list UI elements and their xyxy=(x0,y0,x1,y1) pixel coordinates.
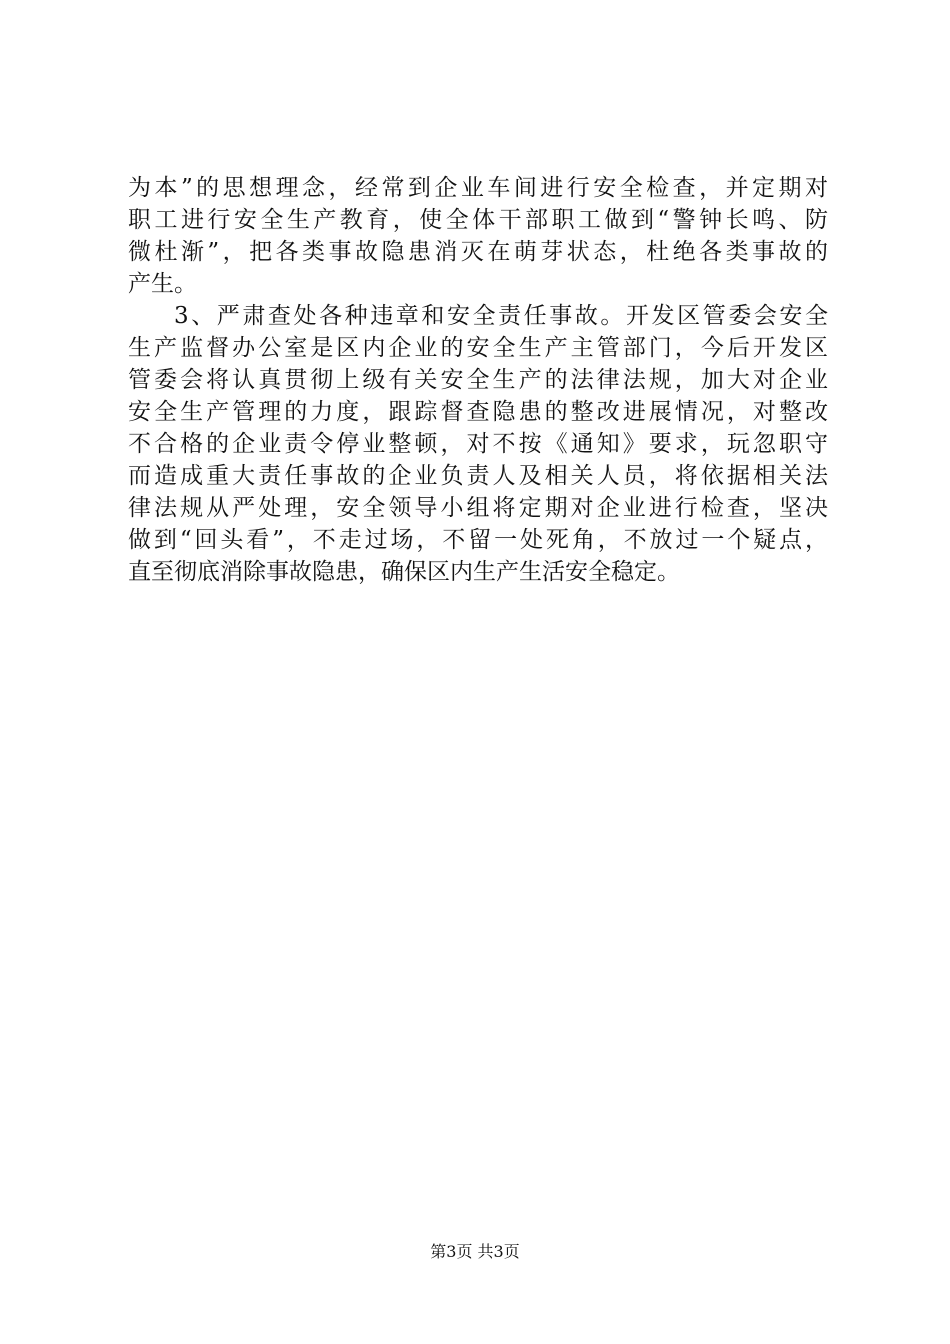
text-line: 职工进行安全生产教育，使全体干部职工做到“警钟长鸣、防 xyxy=(128,207,828,233)
text-line: 直至彻底消除事故隐患，确保区内生产生活安全稳定。 xyxy=(128,559,680,585)
text-line: 为本”的思想理念，经常到企业车间进行安全检查，并定期对 xyxy=(128,175,828,201)
text-line: 产生。 xyxy=(128,271,197,297)
text-line: 管委会将认真贯彻上级有关安全生产的法律法规，加大对企业 xyxy=(128,367,828,393)
text-line: 律法规从严处理，安全领导小组将定期对企业进行检查，坚决 xyxy=(128,495,828,521)
page-number-footer: 第3页 共3页 xyxy=(430,1242,520,1261)
text-line: 做到“回头看”，不走过场，不留一处死角，不放过一个疑点， xyxy=(128,527,828,553)
text-line: 安全生产管理的力度，跟踪督查隐患的整改进展情况，对整改 xyxy=(128,399,828,425)
text-line: 不合格的企业责令停业整顿，对不按《通知》要求，玩忽职守 xyxy=(128,431,828,457)
document-body xyxy=(128,172,828,588)
text-line: 而造成重大责任事故的企业负责人及相关人员，将依据相关法 xyxy=(128,463,828,489)
text-line: 生产监督办公室是区内企业的安全生产主管部门，今后开发区 xyxy=(128,335,828,361)
paragraph-first-line: 3、严肃查处各种违章和安全责任事故。开发区管委会安全 xyxy=(174,303,828,329)
text-line: 微杜渐”，把各类事故隐患消灭在萌芽状态，杜绝各类事故的 xyxy=(128,239,828,265)
